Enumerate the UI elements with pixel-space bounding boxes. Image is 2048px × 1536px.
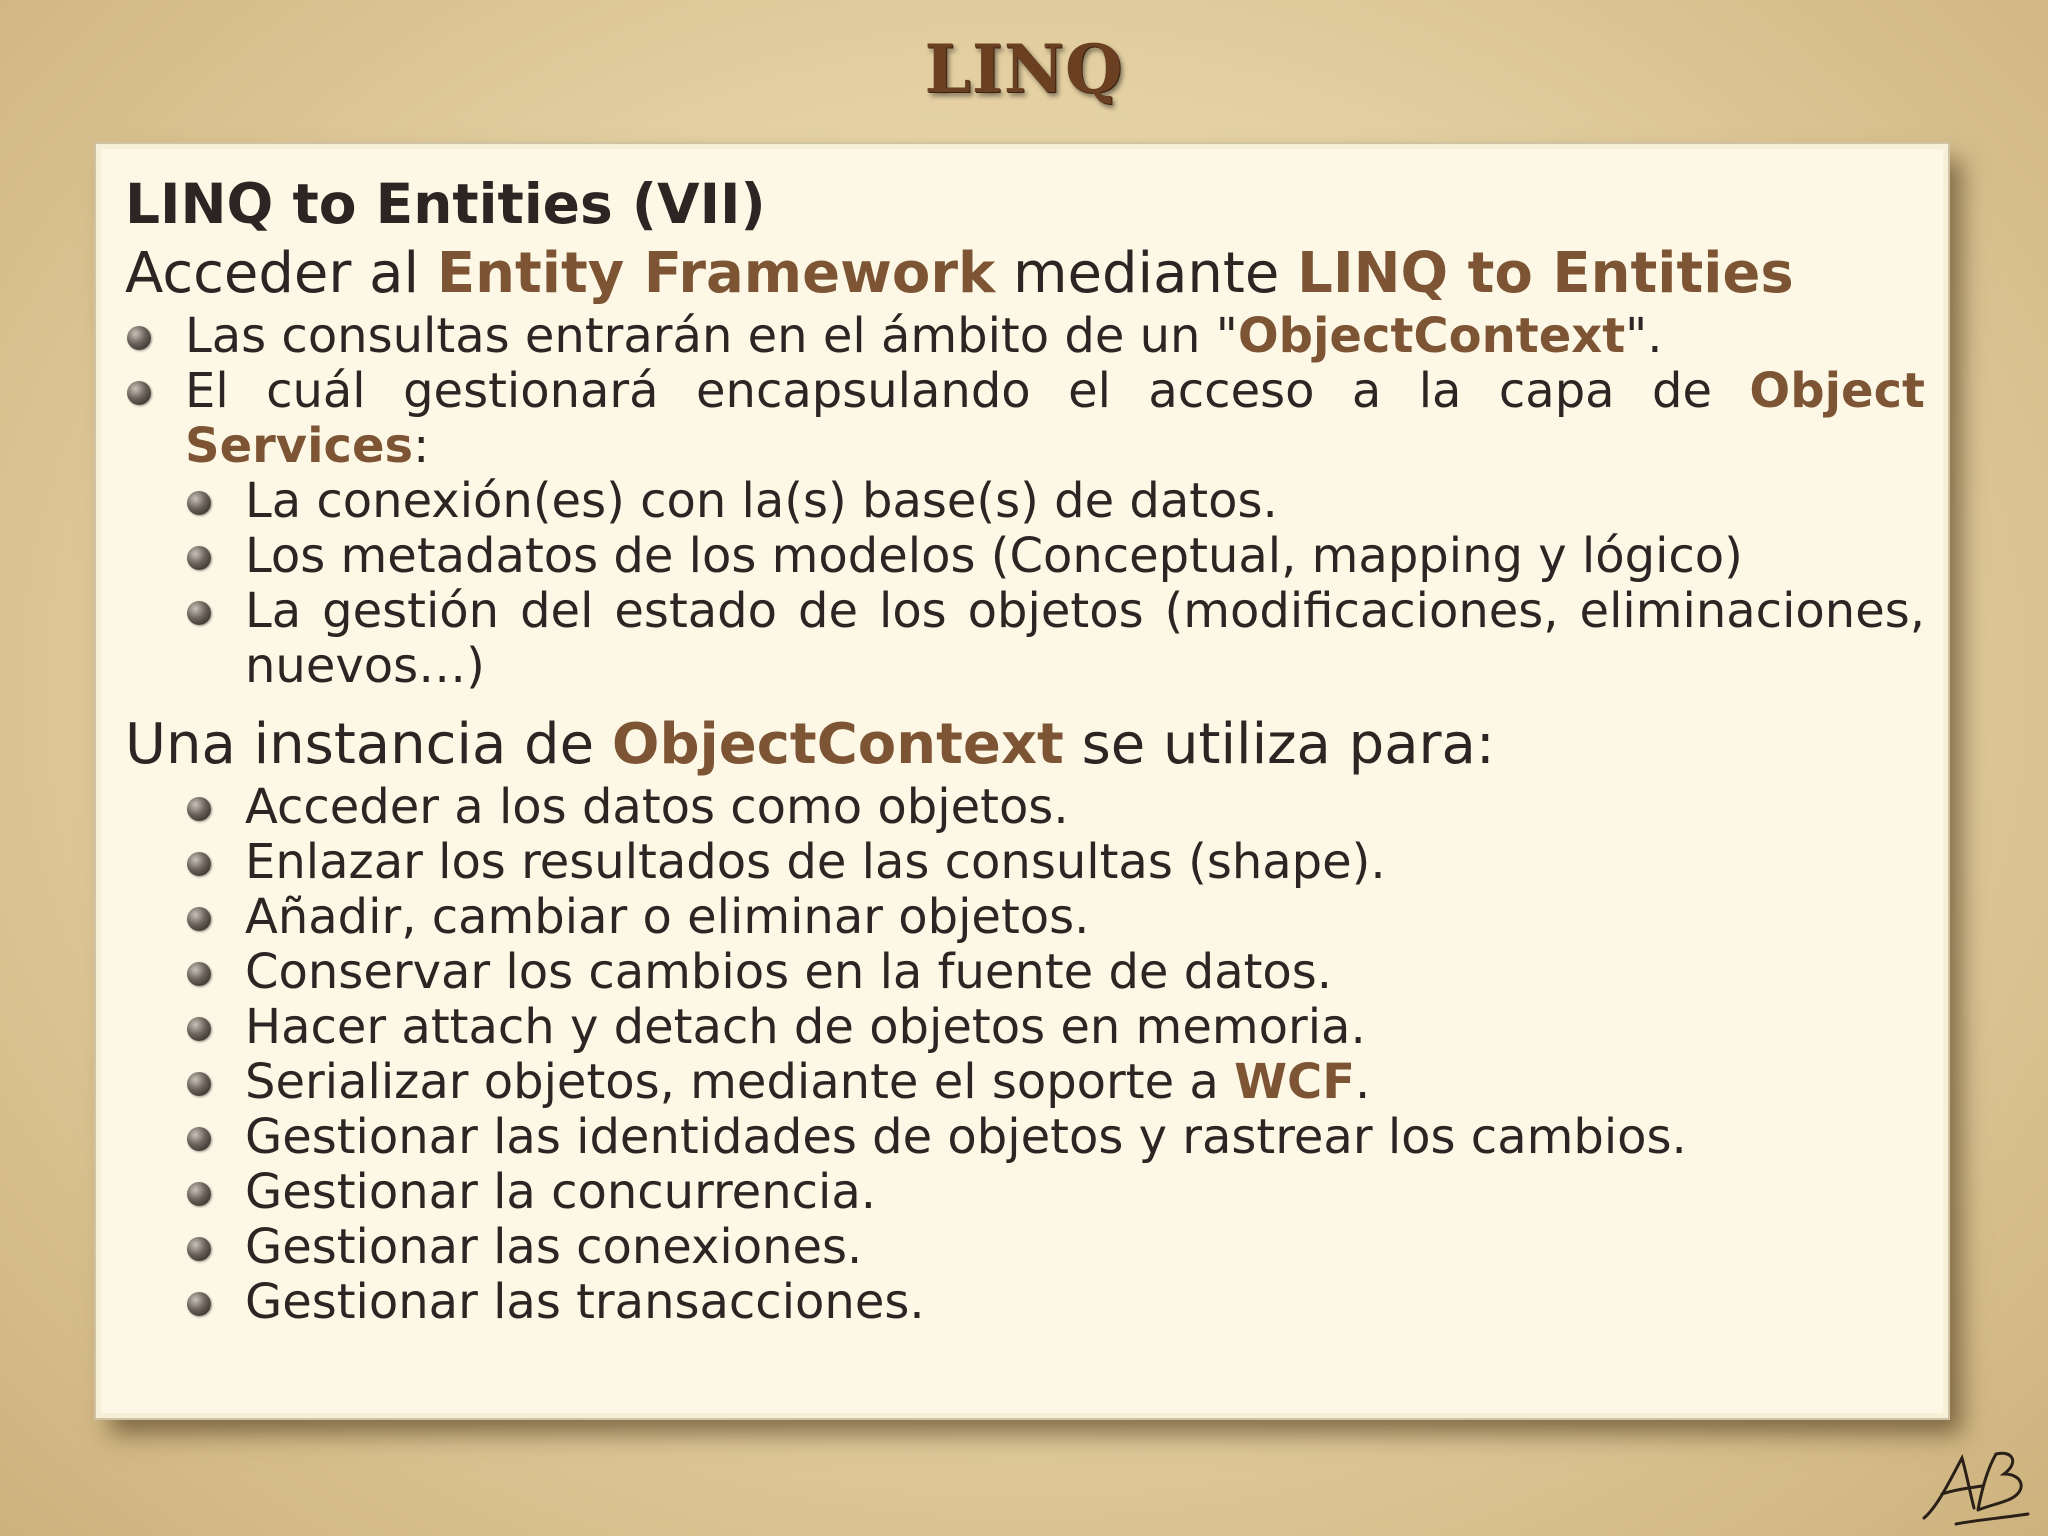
bullet-icon bbox=[187, 601, 211, 625]
panel-content bbox=[125, 169, 1925, 1330]
intro-line bbox=[125, 239, 1925, 309]
use-text: Añadir, cambiar o eliminar objetos. bbox=[245, 889, 1090, 945]
intro-highlight-entity-framework: Entity Framework bbox=[436, 241, 996, 306]
use-text: Gestionar las conexiones. bbox=[245, 1219, 863, 1275]
sub-bullet-text: La conexión(es) con la(s) base(s) de datos. bbox=[245, 473, 1278, 529]
use-item bbox=[125, 1165, 1925, 1220]
use-item bbox=[125, 1055, 1925, 1110]
spacer bbox=[125, 694, 1925, 710]
use-text-after: . bbox=[1355, 1054, 1371, 1110]
use-text: Enlazar los resultados de las consultas (shape). bbox=[245, 834, 1386, 890]
sub-bullet-item bbox=[125, 584, 1925, 694]
use-text: Gestionar las transacciones. bbox=[245, 1274, 925, 1330]
bullet-text-after: : bbox=[413, 418, 430, 474]
use-item bbox=[125, 1275, 1925, 1330]
second-intro-line bbox=[125, 710, 1925, 780]
bullet-icon bbox=[187, 546, 211, 570]
sub-bullet-text: La gestión del estado de los objetos (modificaciones, eliminaciones, nuevos…) bbox=[245, 583, 1925, 694]
bullet-icon bbox=[187, 797, 211, 821]
bullet-item bbox=[125, 364, 1925, 474]
use-item bbox=[125, 835, 1925, 890]
use-item bbox=[125, 890, 1925, 945]
bullet-icon bbox=[187, 491, 211, 515]
use-text: Gestionar las identidades de objetos y rastrear los cambios. bbox=[245, 1109, 1687, 1165]
use-item bbox=[125, 1110, 1925, 1165]
bullet-highlight: Object Services bbox=[185, 363, 1925, 474]
use-item bbox=[125, 1000, 1925, 1055]
bullet-icon bbox=[187, 1182, 211, 1206]
bullet-highlight: ObjectContext bbox=[1237, 308, 1626, 364]
use-text: Hacer attach y detach de objetos en memoria. bbox=[245, 999, 1366, 1055]
bullet-text: El cuál gestionará encapsulando el acceso a la capa de bbox=[185, 363, 1750, 419]
use-item bbox=[125, 780, 1925, 835]
use-highlight-wcf: WCF bbox=[1234, 1054, 1356, 1110]
content-panel bbox=[96, 144, 1948, 1418]
bullet-icon bbox=[127, 381, 151, 405]
signature-icon bbox=[1916, 1440, 2036, 1530]
bullet-item bbox=[125, 309, 1925, 364]
bullet-icon bbox=[187, 852, 211, 876]
sub-bullet-item bbox=[125, 529, 1925, 584]
use-text: Acceder a los datos como objetos. bbox=[245, 779, 1069, 835]
use-item bbox=[125, 945, 1925, 1000]
slide-title: LINQ bbox=[924, 30, 1124, 108]
intro-highlight-linq-to-entities: LINQ to Entities bbox=[1297, 241, 1794, 306]
bullet-icon bbox=[187, 1127, 211, 1151]
second-intro-prefix: Una instancia de bbox=[125, 712, 612, 777]
use-text: Gestionar la concurrencia. bbox=[245, 1164, 877, 1220]
bullet-icon bbox=[187, 907, 211, 931]
panel-heading: LINQ to Entities (VII) bbox=[125, 172, 766, 236]
intro-middle: mediante bbox=[995, 241, 1298, 306]
sub-bullet-item bbox=[125, 474, 1925, 529]
second-intro-suffix: se utiliza para: bbox=[1063, 712, 1495, 777]
bullet-icon bbox=[187, 1292, 211, 1316]
second-intro-highlight: ObjectContext bbox=[611, 712, 1064, 777]
use-item bbox=[125, 1220, 1925, 1275]
bullet-text: Las consultas entrarán en el ámbito de un " bbox=[185, 308, 1238, 364]
intro-prefix: Acceder al bbox=[125, 241, 437, 306]
use-text: Serializar objetos, mediante el soporte a bbox=[245, 1054, 1235, 1110]
bullet-icon bbox=[127, 326, 151, 350]
bullet-icon bbox=[187, 1237, 211, 1261]
bullet-text-after: ". bbox=[1625, 308, 1663, 364]
bullet-icon bbox=[187, 1072, 211, 1096]
bullet-icon bbox=[187, 962, 211, 986]
use-text: Conservar los cambios en la fuente de datos. bbox=[245, 944, 1333, 1000]
bullet-icon bbox=[187, 1017, 211, 1041]
sub-bullet-text: Los metadatos de los modelos (Conceptual, mapping y lógico) bbox=[245, 528, 1743, 584]
